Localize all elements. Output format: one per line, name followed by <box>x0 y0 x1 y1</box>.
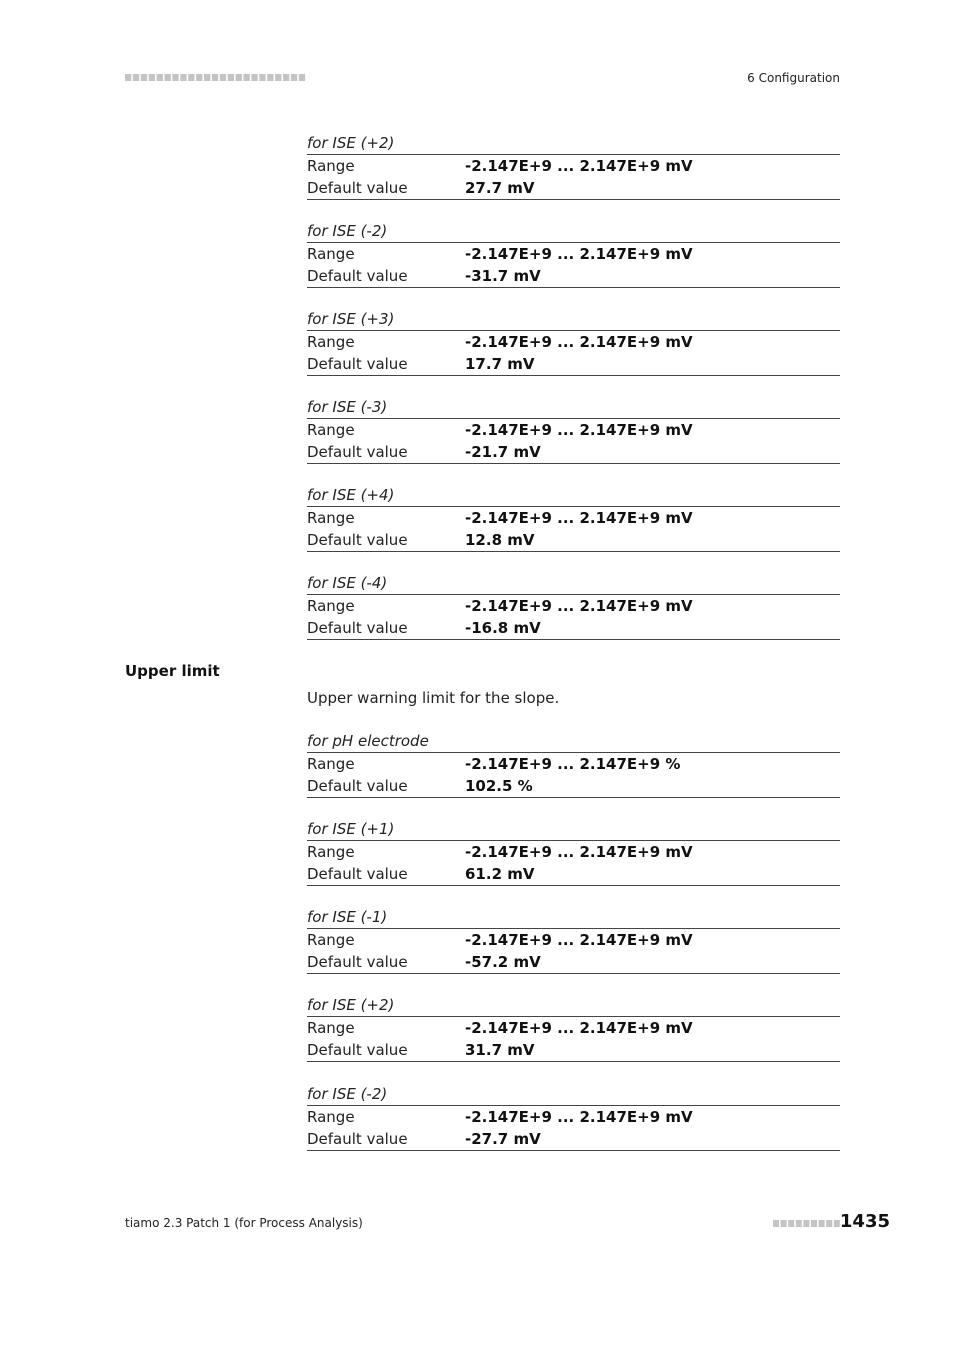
range-row <box>307 595 840 617</box>
default-value: 12.8 mV <box>465 531 535 549</box>
section-title-upper-limit: Upper limit <box>125 662 220 680</box>
parameter-block <box>307 731 840 798</box>
range-value: -2.147E+9 ... 2.147E+9 mV <box>465 1108 693 1126</box>
default-label: Default value <box>307 953 408 971</box>
range-label: Range <box>307 333 355 351</box>
block-caption: for ISE (-4) <box>307 573 840 595</box>
parameter-block <box>307 397 840 464</box>
default-value: -27.7 mV <box>465 1130 541 1148</box>
default-row <box>307 529 840 552</box>
default-label: Default value <box>307 1130 408 1148</box>
default-label: Default value <box>307 443 408 461</box>
block-caption: for pH electrode <box>307 731 840 753</box>
range-row <box>307 331 840 353</box>
range-label: Range <box>307 597 355 615</box>
range-value: -2.147E+9 ... 2.147E+9 mV <box>465 597 693 615</box>
block-caption: for ISE (+3) <box>307 309 840 331</box>
range-value: -2.147E+9 ... 2.147E+9 mV <box>465 509 693 527</box>
parameter-block <box>307 995 840 1062</box>
default-row <box>307 617 840 640</box>
range-label: Range <box>307 1019 355 1037</box>
default-label: Default value <box>307 865 408 883</box>
range-value: -2.147E+9 ... 2.147E+9 mV <box>465 245 693 263</box>
range-label: Range <box>307 245 355 263</box>
default-label: Default value <box>307 355 408 373</box>
range-row <box>307 841 840 863</box>
range-label: Range <box>307 509 355 527</box>
range-row <box>307 1017 840 1039</box>
block-caption: for ISE (+2) <box>307 995 840 1017</box>
block-caption: for ISE (-2) <box>307 221 840 243</box>
block-caption: for ISE (-1) <box>307 907 840 929</box>
default-value: -31.7 mV <box>465 267 541 285</box>
header-decoration-dots <box>125 73 307 83</box>
default-row <box>307 1128 840 1151</box>
range-value: -2.147E+9 ... 2.147E+9 mV <box>465 157 693 175</box>
range-label: Range <box>307 157 355 175</box>
default-row <box>307 1039 840 1062</box>
range-label: Range <box>307 931 355 949</box>
section-description: Upper warning limit for the slope. <box>307 689 560 707</box>
parameter-block <box>307 573 840 640</box>
footer-decoration-dots <box>773 1219 841 1229</box>
default-value: -21.7 mV <box>465 443 541 461</box>
parameter-block <box>307 221 840 288</box>
default-label: Default value <box>307 1041 408 1059</box>
default-value: 27.7 mV <box>465 179 535 197</box>
parameter-block <box>307 907 840 974</box>
block-caption: for ISE (-2) <box>307 1084 840 1106</box>
range-value: -2.147E+9 ... 2.147E+9 mV <box>465 1019 693 1037</box>
range-value: -2.147E+9 ... 2.147E+9 mV <box>465 333 693 351</box>
default-label: Default value <box>307 267 408 285</box>
default-label: Default value <box>307 179 408 197</box>
range-row <box>307 507 840 529</box>
range-value: -2.147E+9 ... 2.147E+9 mV <box>465 843 693 861</box>
parameter-block <box>307 819 840 886</box>
range-value: -2.147E+9 ... 2.147E+9 % <box>465 755 681 773</box>
block-caption: for ISE (+2) <box>307 133 840 155</box>
block-caption: for ISE (+4) <box>307 485 840 507</box>
footer-product-name: tiamo 2.3 Patch 1 (for Process Analysis) <box>125 1216 363 1230</box>
range-value: -2.147E+9 ... 2.147E+9 mV <box>465 931 693 949</box>
default-value: 102.5 % <box>465 777 533 795</box>
parameter-block <box>307 133 840 200</box>
default-row <box>307 775 840 798</box>
default-label: Default value <box>307 531 408 549</box>
range-row <box>307 243 840 265</box>
default-row <box>307 265 840 288</box>
default-label: Default value <box>307 619 408 637</box>
parameter-block <box>307 309 840 376</box>
default-row <box>307 353 840 376</box>
default-row <box>307 863 840 886</box>
range-label: Range <box>307 755 355 773</box>
block-caption: for ISE (+1) <box>307 819 840 841</box>
range-row <box>307 1106 840 1128</box>
default-value: 61.2 mV <box>465 865 535 883</box>
range-label: Range <box>307 421 355 439</box>
range-value: -2.147E+9 ... 2.147E+9 mV <box>465 421 693 439</box>
default-value: 31.7 mV <box>465 1041 535 1059</box>
block-caption: for ISE (-3) <box>307 397 840 419</box>
default-label: Default value <box>307 777 408 795</box>
range-row <box>307 753 840 775</box>
parameter-block <box>307 485 840 552</box>
default-row <box>307 177 840 200</box>
chapter-title: 6 Configuration <box>747 71 840 85</box>
default-value: -57.2 mV <box>465 953 541 971</box>
default-value: 17.7 mV <box>465 355 535 373</box>
default-row <box>307 951 840 974</box>
default-value: -16.8 mV <box>465 619 541 637</box>
range-row <box>307 155 840 177</box>
parameter-block <box>307 1084 840 1151</box>
range-label: Range <box>307 1108 355 1126</box>
range-row <box>307 929 840 951</box>
default-row <box>307 441 840 464</box>
range-row <box>307 419 840 441</box>
page-number: 1435 <box>839 1211 890 1232</box>
range-label: Range <box>307 843 355 861</box>
